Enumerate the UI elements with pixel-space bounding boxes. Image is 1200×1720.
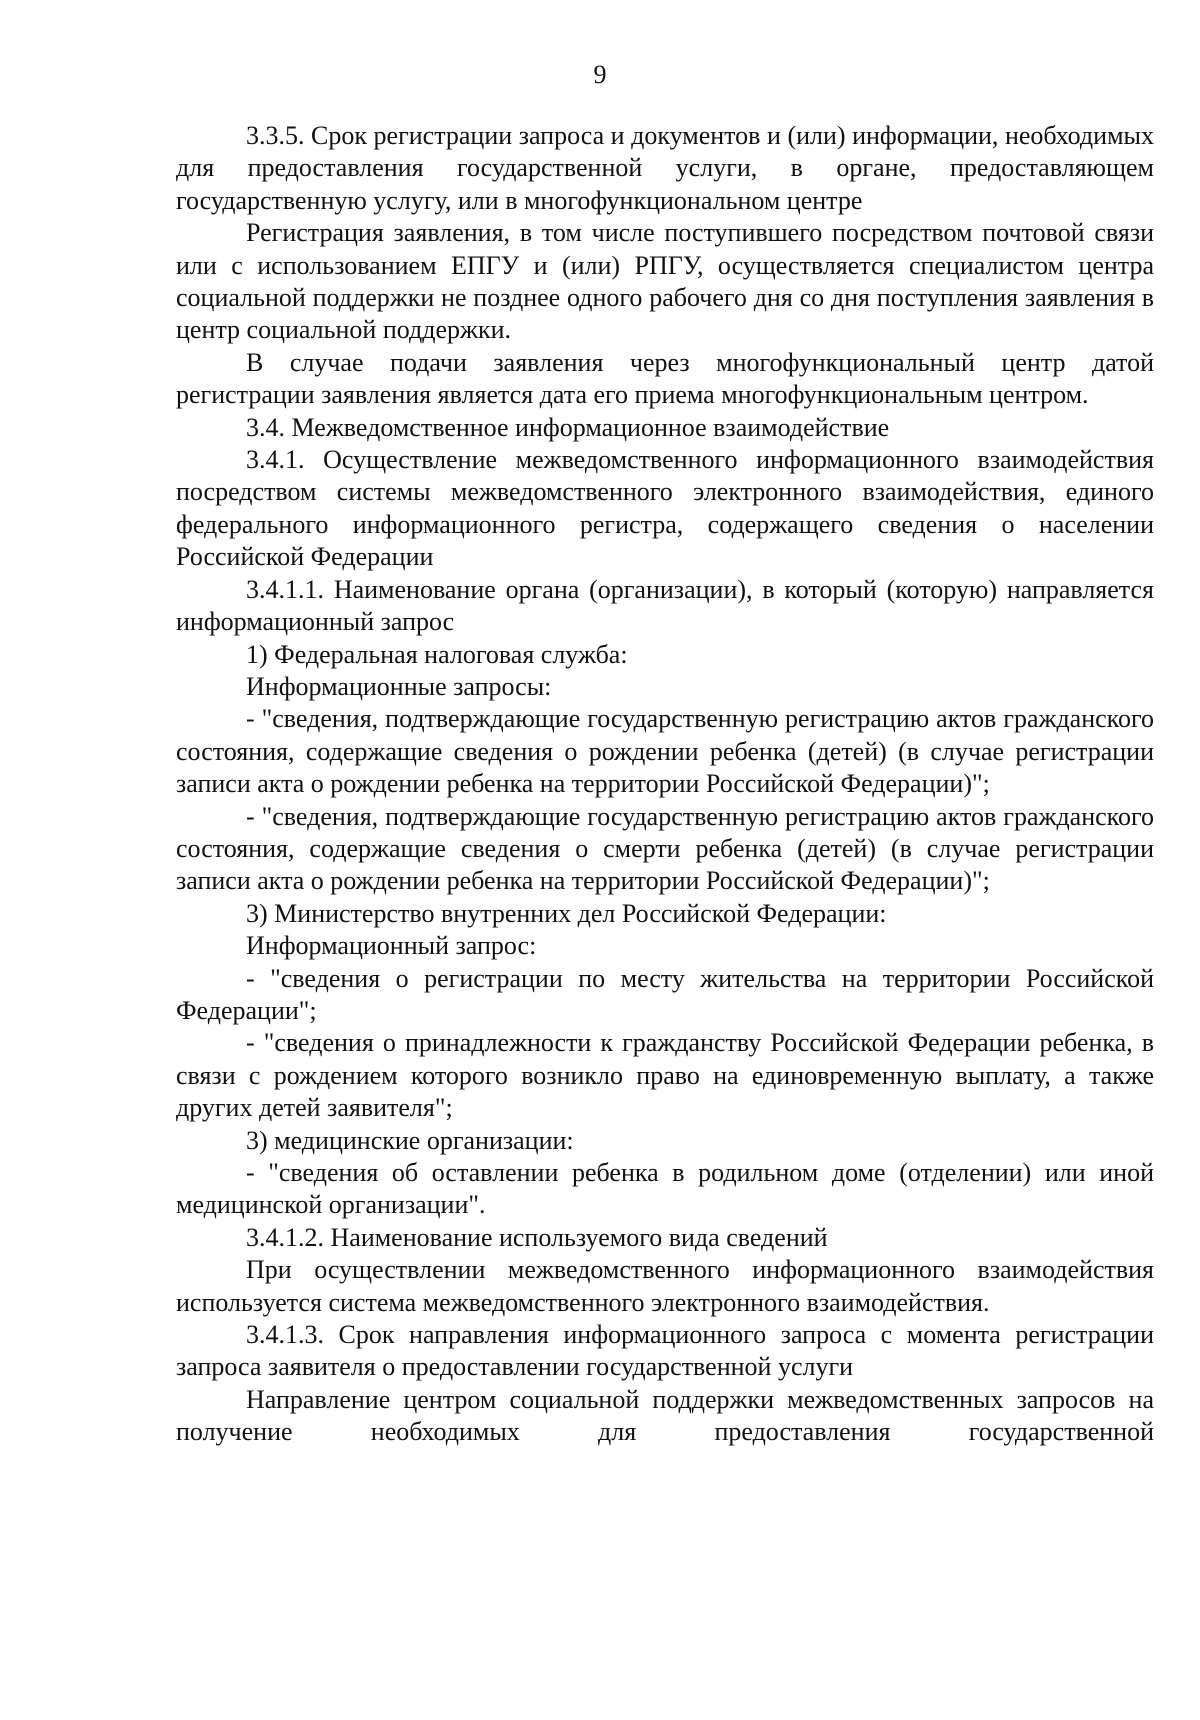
paragraph-info-request-label: Информационный запрос: <box>246 931 537 961</box>
paragraph-request-residence: - "сведения о регистрации по месту жительства на территории Российской Федерации"; <box>176 963 1154 1025</box>
paragraph-request-birth: - "сведения, подтверждающие государственную регистрацию актов гражданского состояния, содержащие сведения о рождении ребенка (детей) (в случае регистрации записи акта о рождении ребенка на территории Российской Федерации)"; <box>176 704 1154 799</box>
paragraph-request-citizenship: - "сведения о принадлежности к гражданству Российской Федерации ребенка, в связи с рождением которого возникло право на единовременную выплату, а также других детей заявителя"; <box>176 1028 1154 1123</box>
paragraph-3-4-1-2-heading: 3.4.1.2. Наименование используемого вида сведений <box>246 1222 828 1252</box>
paragraph-request-death: - "сведения, подтверждающие государственную регистрацию актов гражданского состояния, содержащие сведения о смерти ребенка (детей) (в случае регистрации записи акта о рождении ребенка на территории Российской Федерации)"; <box>176 801 1154 896</box>
paragraph-info-requests-label: Информационные запросы: <box>246 671 552 701</box>
page-number: 9 <box>593 60 607 89</box>
paragraph-3-4-1-1-heading: 3.4.1.1. Наименование органа (организации), в который (которую) направляется информационный запрос <box>176 574 1154 637</box>
document-body <box>176 120 1154 1449</box>
paragraph-mfc-registration: В случае подачи заявления через многофункциональный центр датой регистрации заявления является дата его приема многофункциональным центром. <box>176 347 1154 410</box>
paragraph-mvd: 3) Министерство внутренних дел Российской Федерации: <box>246 898 887 928</box>
paragraph-medical-orgs: 3) медицинские организации: <box>246 1125 574 1155</box>
paragraph-3-4-heading: 3.4. Межведомственное информационное взаимодействие <box>246 412 890 442</box>
paragraph-smev-usage: При осуществлении межведомственного информационного взаимодействия используется система межведомственного электронного взаимодействия. <box>176 1255 1154 1317</box>
paragraph-request-maternity: - "сведения об оставлении ребенка в родильном доме (отделении) или иной медицинской организации". <box>176 1158 1154 1220</box>
paragraph-3-3-5-heading: 3.3.5. Срок регистрации запроса и документов и (или) информации, необходимых для предоставления государственной услуги, в органе, предоставляющем государственную услугу, или в многофункциональном центре <box>176 121 1154 215</box>
paragraph-3-4-1-heading: 3.4.1. Осуществление межведомственного информационного взаимодействия посредством системы межведомственного электронного взаимодействия, единого федерального информационного регистра, содержащего сведения о населении Российской Федерации <box>176 445 1154 572</box>
paragraph-fns: 1) Федеральная налоговая служба: <box>246 639 628 669</box>
paragraph-3-4-1-3-heading: 3.4.1.3. Срок направления информационного запроса с момента регистрации запроса заявителя о предоставлении государственной услуги <box>176 1320 1154 1382</box>
paragraph-registration: Регистрация заявления, в том числе поступившего посредством почтовой связи или с использованием ЕПГУ и (или) РПГУ, осуществляется специалистом центра социальной поддержки не позднее одного рабочего дня со дня поступления заявления в центр социальной поддержки. <box>176 218 1154 345</box>
paragraph-request-direction: Направление центром социальной поддержки межведомственных запросов на получение необходимых для предоставления государственной <box>176 1384 1154 1447</box>
